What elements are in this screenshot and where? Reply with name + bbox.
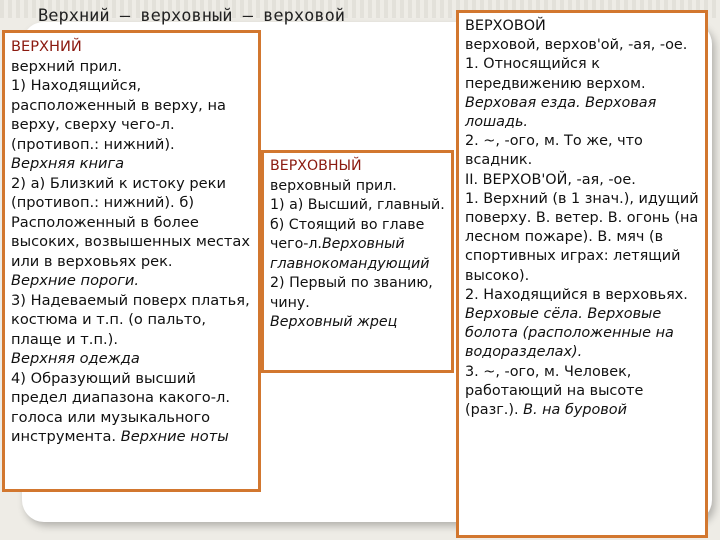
definition-box-verkhniy xyxy=(2,30,261,492)
definition-box-verkhovnyy xyxy=(261,150,454,373)
box-heading: ВЕРХОВОЙ xyxy=(465,18,546,34)
definition-line: 1. Относящийся к передвижению верхом. xyxy=(465,56,646,92)
definition-box-verkhovoy xyxy=(456,10,708,538)
definition-line: 2. ~, -ого, м. То же, что всадник. xyxy=(465,133,643,169)
example-line: Верховые сёла. Верховые болота (расположенные на водоразделах). xyxy=(465,306,674,361)
definition-line: 1. Верхний (в 1 знач.), идущий поверху. В. ветер. В. огонь (на лесном пожаре). В. мяч (в спортивных играх: летящий высоко). xyxy=(465,190,699,284)
definition-line: 2) а) Близкий к истоку реки (противоп.: нижний). б) Расположенный в более высоких, возвышенных местах или в верховьях рек. xyxy=(11,174,251,270)
definition-line: 2. Находящийся в верховьях. xyxy=(465,286,688,303)
definition-line: II. ВЕРХОВ'ОЙ, -ая, -ое. xyxy=(465,171,636,188)
box-heading: ВЕРХНИЙ xyxy=(11,38,82,55)
example-line: Верхние пороги. xyxy=(11,272,139,289)
example-line: Верхняя одежда xyxy=(11,350,140,367)
example-line: Верховный главнокомандующий xyxy=(270,236,430,272)
definition-line: верховой, верхов'ой, -ая, -ое. xyxy=(465,37,688,54)
definition-line: верхний прил. xyxy=(11,57,122,75)
example-line: Верховный жрец xyxy=(270,314,398,330)
example-line: Верховая езда. Верховая лошадь. xyxy=(465,94,657,131)
definition-line: б) Стоящий во главе чего-л. xyxy=(270,216,425,252)
example-line: Верхняя книга xyxy=(11,155,125,172)
definition-line: 3) Надеваемый поверх платья, костюма и т.п. (о пальто, плаще и т.п.). xyxy=(11,291,250,348)
definition-line: 4) Образующий высший предел диапазона какого-л. голоса или музыкального инструмента. xyxy=(11,369,230,445)
definition-line: 2) Первый по званию, чину. xyxy=(270,275,433,311)
box-heading: ВЕРХОВНЫЙ xyxy=(270,158,362,174)
definition-line: 1) Находящийся, расположенный в верху, на верху, сверху чего-л. (противоп.: нижний). xyxy=(11,77,226,153)
slide-title: Верхний – верховный – верховой xyxy=(38,6,346,26)
definition-line: 1) а) Высший, главный. xyxy=(270,197,445,213)
definition-line: верховный прил. xyxy=(270,177,397,194)
example-line: В. на буровой xyxy=(523,402,627,419)
example-line: Верхние ноты xyxy=(120,428,229,445)
definition-line: 3. ~, -ого, м. Человек, работающий на высоте (разг.). xyxy=(465,363,644,419)
